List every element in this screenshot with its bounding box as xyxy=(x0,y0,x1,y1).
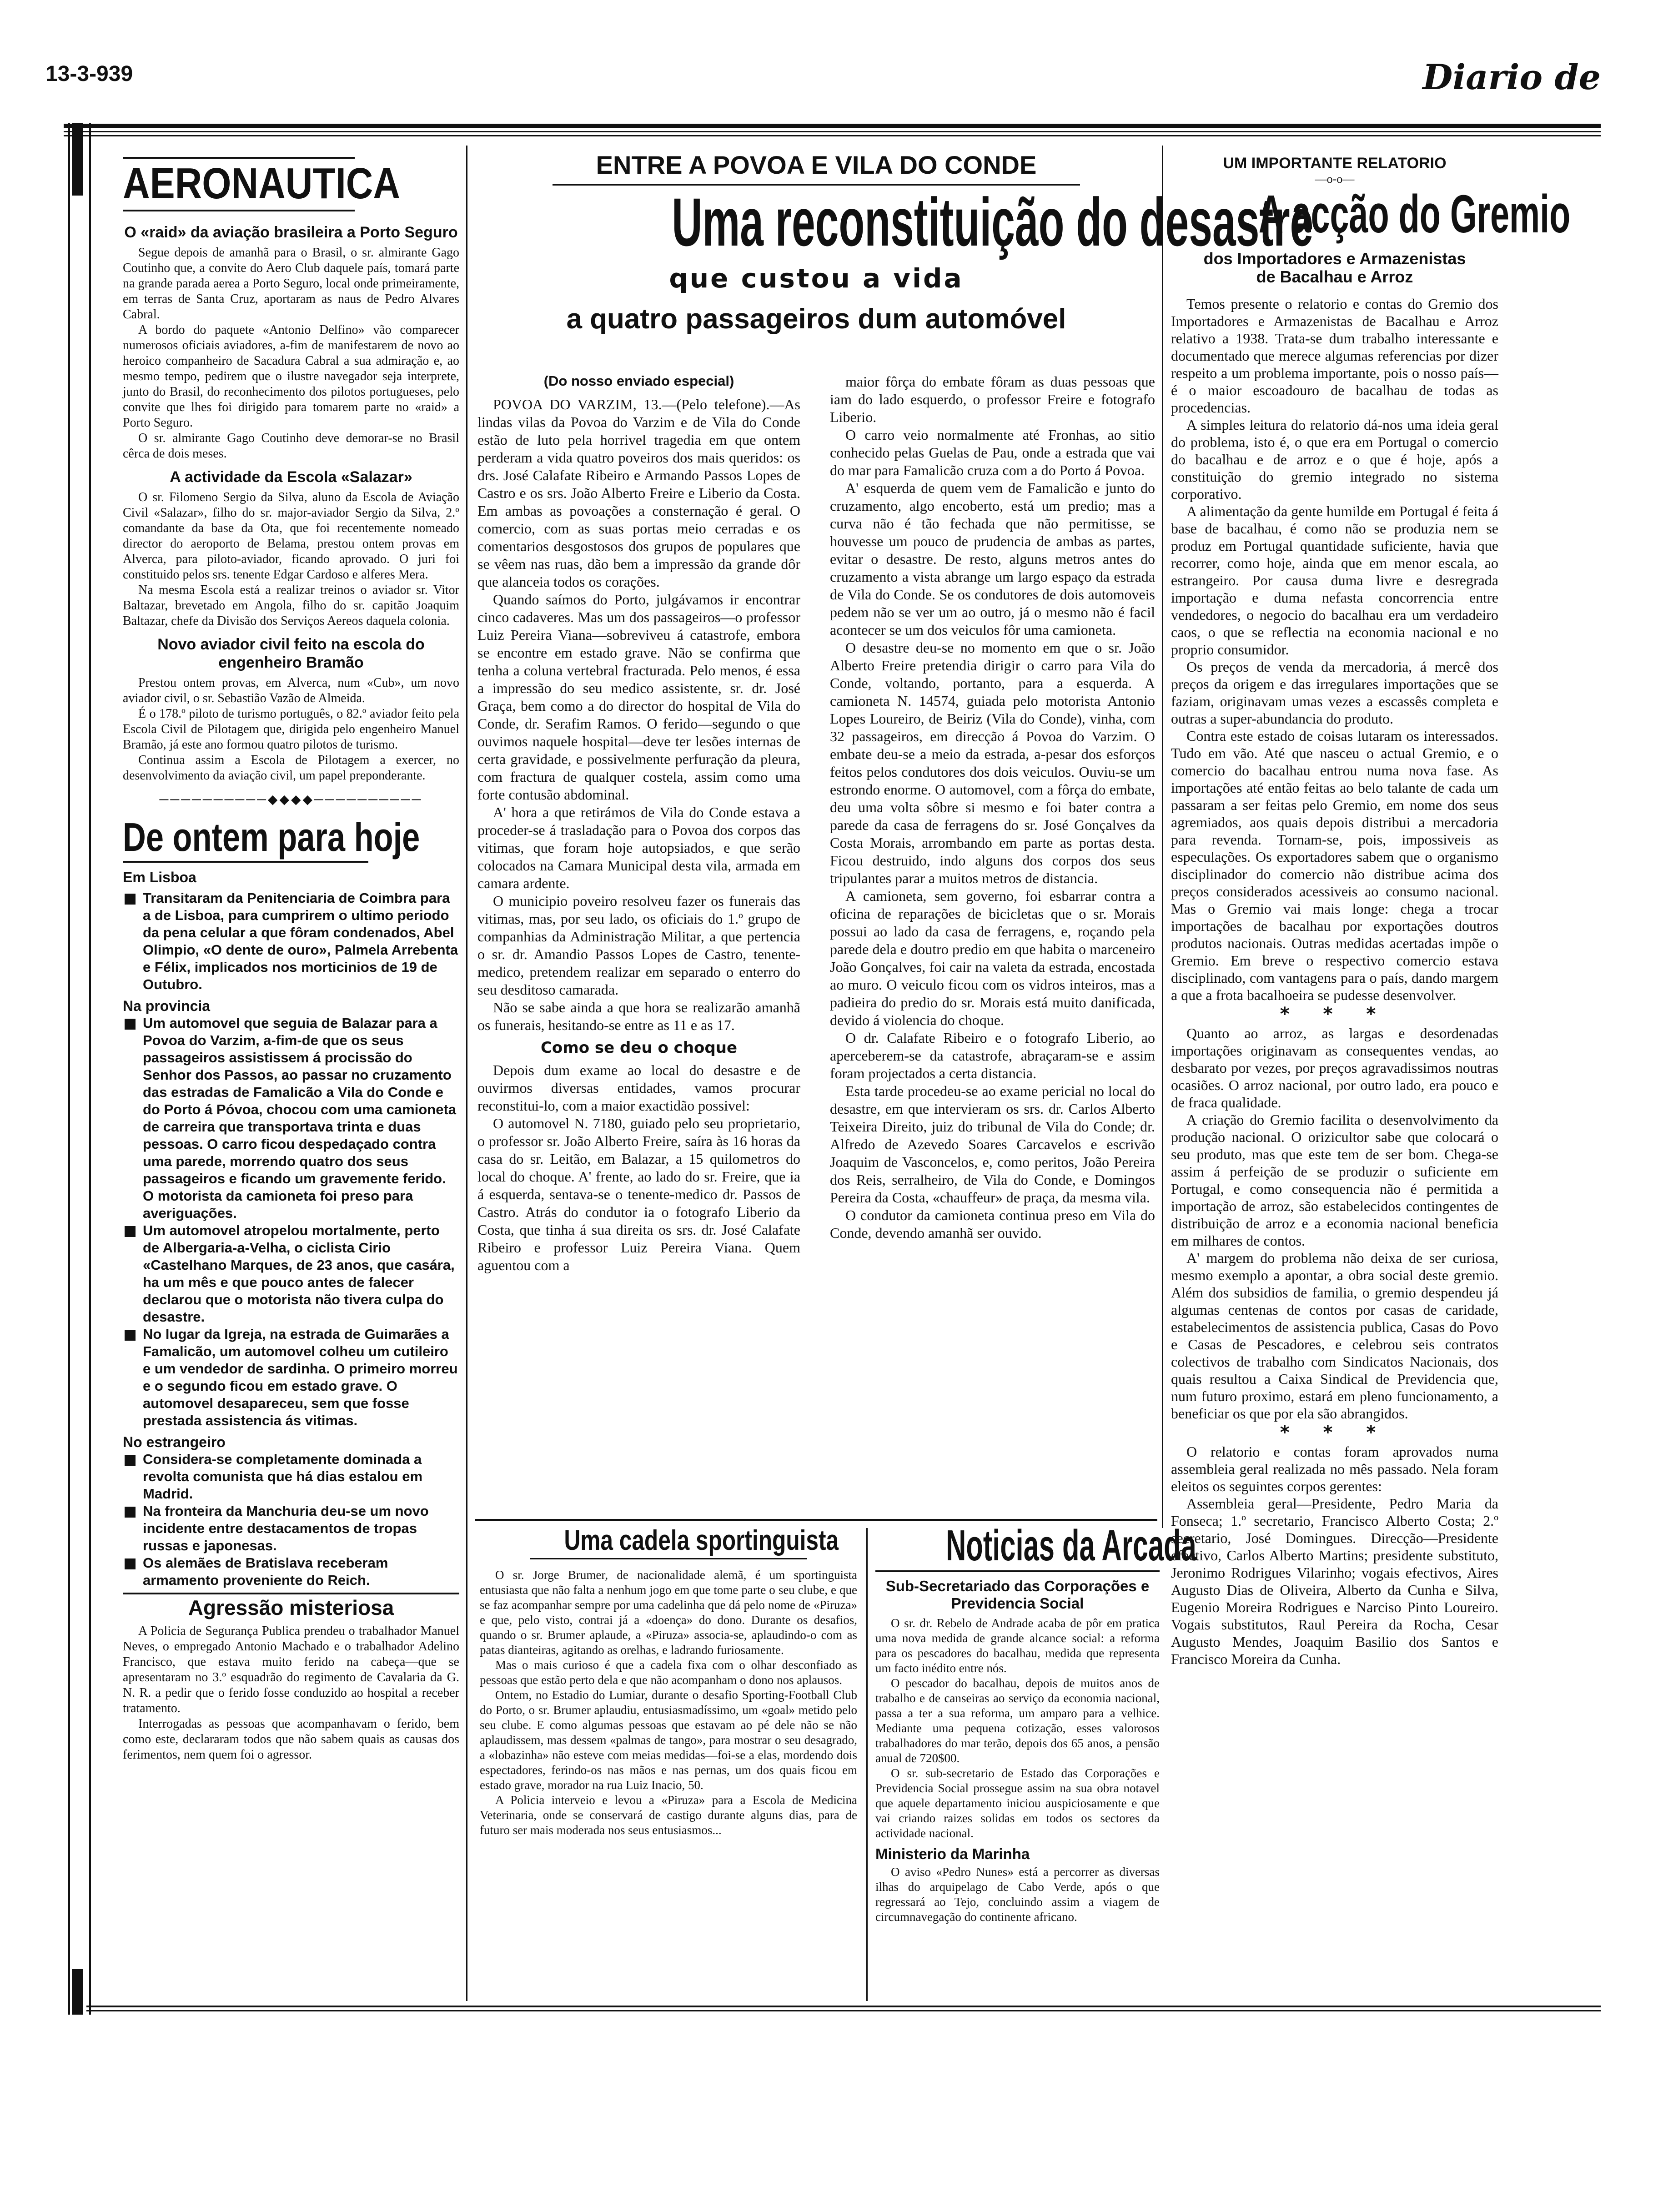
paragraph: O aviso «Pedro Nunes» está a percorrer as diversas ilhas do arquipelago de Cabo Verde, após o que regressará ao Tejo, concluindo assim a viagem de circumnavegação do continente africano. xyxy=(875,1865,1160,1924)
marinha-heading: Ministerio da Marinha xyxy=(875,1845,1030,1862)
paragraph: A bordo do paquete «Antonio Delfino» vão comparecer numerosos oficiais aviadores, a-fim de manifestarem de novo ao heroico companheiro de Sacadura Cabral a sua admiração e, ao mesmo tempo, pedirem que o ilustre navegador seja interprete, junto do Brasil, do reconhecimento dos pilotos portugueses, pelo convite que lhes foi dirigido para tomarem parte no «raid» a Porto Seguro. xyxy=(123,323,459,430)
paragraph: O pescador do bacalhau, depois de muitos anos de trabalho e de canseiras ao serviço da economia nacional, passa a ter a sua reforma, um amparo para a velhice. Mediante uma pequena cotização, esses valorosos trabalhadores do mar terão, depois dos 65 anos, a pensão anual de 720$00. xyxy=(875,1676,1160,1765)
paragraph: É o 178.º piloto de turismo português, o 82.º aviador feito pela Escola Civil de Pilotagem que, dirigida pelo engenheiro Manuel Bramão, já este ano formou quatro pilotos de turismo. xyxy=(123,707,459,752)
desastre-column-1 xyxy=(477,373,800,1514)
list-item: Um automovel que seguia de Balazar para a Povoa do Varzim, a-fim-de que os seus passageiros assistissem á procissão do Senhor dos Passos, ao passar no cruzamento das estradas de Famalicão a Vila do Conde e do Porto á Póvoa, chocou com uma camioneta de carreira que transportava trinta e duas pessoas. O carro ficou despedaçado contra uma parede, morrendo quatro dos seus passageiros e ficando um gravemente ferido. O motorista da camioneta foi preso para averiguações. xyxy=(123,1015,459,1222)
paragraph: Esta tarde procedeu-se ao exame pericial no local do desastre, em que intervieram os srs. dr. Carlos Alberto Teixeira Direito, juiz do tribunal de Vila do Conde; dr. Alfredo de Azevedo Soares Carcavelos e escrivão Joaquim de Vasconcelos, e, como peritos, João Pereira dos Reis, serralheiro, de Vila do Conde, e Domingos Pereira da Costa, «chauffeur» de praça, da mesma vila. xyxy=(830,1083,1155,1206)
paragraph: Assembleia geral—Presidente, Pedro Maria da Fonseca; 1.º secretario, Francisco Alberto Costa; 2.º secretario, José Domingues. Direcção—Presidente efectivo, Carlos Alberto Martins; presidente substituto, Jeronimo Rodrigues Vilarinho; vogais efectivos, Aires Augusto Dias de Oliveira, Alberto da Cunha e Silva, Eugenio Moreira Rodrigues e Narciso Pinto Loureiro. Vogais substitutos, Raul Pereira da Rocha, Cesar Augusto Mendes, Joaquim Basilio dos Santos e Francisco Moreira da Cunha. xyxy=(1171,1495,1498,1667)
stars-divider: * * * xyxy=(1280,1422,1390,1443)
column-divider xyxy=(1162,146,1163,1528)
gremio-headline: A acção do Gremio xyxy=(1258,184,1571,244)
paragraph: A camioneta, sem governo, foi esbarrar contra a oficina de reparações de bicicletas que o sr. Morais possui ao lado da casa de ferragens, e, roçando pela parede dela e doutro predio em que habita o marceneiro João Gonçalves, foi cair na valeta da estrada, encostada ao muro. O veiculo ficou com os vidros inteiros, mas a padieira do predio do sr. Morais está muito danificada, devido á violencia do choque. xyxy=(830,888,1155,1028)
masthead: Diario de xyxy=(1422,57,1601,97)
desastre-headline: Uma reconstituição do desastre xyxy=(672,184,1314,260)
paragraph: Quando saímos do Porto, julgávamos ir encontrar cinco cadaveres. Mas um dos passageiros—o professor Luiz Pereira Viana—sobreviveu á catastrofe, embora se encontre em estado grave. Não se confirma que tenha a coluna vertebral fracturada. Pelo menos, é essa a impressão do seu medico assistente, sr. dr. José Graça, bem como a do director do hospital de Vila do Conde, dr. Serafim Ramos. O ferido—segundo o que ouvimos naquele hospital—deve ter lesões internas de certa gravidade, e possivelmente perfuração da pleura, com fractura de qualquer costela, assim como uma forte contusão abdominal. xyxy=(477,591,800,803)
lisboa-list xyxy=(123,890,459,993)
paragraph: A' margem do problema não deixa de ser curiosa, mesmo exemplo a apontar, a obra social deste gremio. Além dos subsidios de familia, o gremio despendeu já algumas centenas de contos por casas de caridade, estabelecimentos de assistencia publica, Casas do Povo e Casas de Pescadores, e celebrou seis contratos colectivos de trabalho com Sindicatos Nacionais, dos quais resultou a Caixa Sindical de Previdencia que, num futuro proximo, estará em pleno funcionamento, a beneficiar os que por ela são abrangidos. xyxy=(1171,1250,1498,1422)
paragraph: Segue depois de amanhã para o Brasil, o sr. almirante Gago Coutinho que, a convite do Aero Club daquele país, tomará parte na grande parada aerea a Porto Seguro, local onde primeiramente, em terras de Santa Cruz, aportaram as naus de Pedro Alvares Cabral. xyxy=(123,246,459,322)
paragraph: O municipio poveiro resolveu fazer os funerais das vitimas, mas, por seu lado, os oficiais do 1.º grupo de companhias da Administração Militar, a que pertencia o sr. dr. Amandio Passos Lopes de Castro, tenente-medico, pretendem realizar em separado o enterro do seu desditoso camarada. xyxy=(477,893,800,998)
list-item: No lugar da Igreja, na estrada de Guimarães a Famalicão, um automovel colheu um cutileiro e um vendedor de sardinha. O primeiro morreu e o segundo ficou em estado grave. O automovel desapareceu, sem que fosse prestada assistencia ás vitimas. xyxy=(123,1326,459,1429)
paragraph: Temos presente o relatorio e contas do Gremio dos Importadores e Armazenistas de Bacalhau e Arroz relativo a 1938. Trata-se dum trabalho interessante e documentado que merece algumas referencias por dizer respeito a um problema importante, pois o nosso país—é o maior escoadouro de bacalhau de todas as procedencias. xyxy=(1171,296,1498,416)
agressao-header xyxy=(123,1593,459,1621)
stars-divider: * * * xyxy=(1280,1004,1390,1025)
paragraph: Não se sabe ainda a que hora se realizarão amanhã os funerais, hesitando-se entre as 11 e as 17. xyxy=(477,999,800,1033)
left-column xyxy=(123,157,459,1999)
provincia-list xyxy=(123,1015,459,1429)
paragraph: O dr. Calafate Ribeiro e o fotografo Liberio, ao aperceberem-se da catastrofe, abraçaram-se e assim foram projectados a certa distancia. xyxy=(830,1030,1155,1081)
estrangeiro-list xyxy=(123,1451,459,1589)
subsecretariado-body xyxy=(875,1616,1160,1841)
gremio-kicker: UM IMPORTANTE RELATORIO xyxy=(1223,155,1447,172)
paragraph: O sr. Filomeno Sergio da Silva, aluno da Escola de Aviação Civil «Salazar», filho do sr. major-aviador Sergio da Silva, 2.º comandante da base da Ota, que foi recentemente nomeado director do aeroporto de Belama, prestou ontem provas em Alverca, para piloto-aviador, ficando aprovado. O juri foi constituido pelos srs. tenente Edgar Cardoso e alferes Mera. xyxy=(123,490,459,582)
paragraph: A Policia interveio e levou a «Piruza» para a Escola de Medicina Veterinaria, onde se conservará de castigo durante alguns dias, para de futuro ser mais moderada nos seus entusiasmos... xyxy=(480,1793,857,1837)
escola-article xyxy=(123,490,459,629)
paragraph: Quanto ao arroz, as largas e desordenadas importações originavam as consequentes vendas, ao desbarato por vezes, por preços agravadissimos noutras ocasiões. O arroz nacional, por outro lado, era pouco e de fraca qualidade. xyxy=(1171,1025,1498,1111)
subsecretariado-title: Sub-Secretariado das Corporações e Previdencia Social xyxy=(885,1578,1150,1612)
arcada-title: Noticias da Arcada xyxy=(945,1521,1196,1570)
gremio-body xyxy=(1171,295,1498,1668)
lisboa-heading: Em Lisboa xyxy=(123,869,196,885)
ornament-divider: ──────────◆◆◆◆────────── xyxy=(159,793,423,807)
paragraph: Prestou ontem provas, em Alverca, num «Cub», um novo aviador civil, o sr. Sebastião Vazão de Almeida. xyxy=(123,676,459,705)
paragraph: Mas o mais curioso é que a cadela fixa com o olhar desconfiado as pessoas que estão perto dela e que não acompanham o dono nos aplausos. xyxy=(480,1658,857,1687)
desastre-deck-2: a quatro passageiros dum automóvel xyxy=(566,303,1066,335)
page-date: 13-3-939 xyxy=(45,62,133,86)
agressao-article xyxy=(123,1624,459,1763)
paragraph: Continua assim a Escola de Pilotagem a exercer, no desenvolvimento da aviação civil, um papel preponderante. xyxy=(123,753,459,783)
gremio-deck-1: dos Importadores e Armazenistas xyxy=(1203,249,1466,268)
column-divider xyxy=(866,1528,868,2001)
bramao-article xyxy=(123,675,459,784)
gremio-deck-2: de Bacalhau e Arroz xyxy=(1256,267,1413,286)
cadela-title: Uma cadela sportinguista xyxy=(564,1525,839,1556)
list-item: Um automovel atropelou mortalmente, perto de Albergaria-a-Velha, o ciclista Cirio «Castelhano Marques, de 23 anos, que casára, ha um mês e que pouco antes de falecer declarou que o motorista não tivera culpa do desastre. xyxy=(123,1222,459,1326)
footer-rules xyxy=(86,2006,1601,2019)
paragraph: maior fôrça do embate fôram as duas pessoas que iam do lado esquerdo, o professor Freire e fotografo Liberio. xyxy=(830,373,1155,425)
column-divider xyxy=(466,146,467,1528)
column-divider xyxy=(466,1519,467,2001)
paragraph: Depois dum exame ao local do desastre e de ouvirmos diversas entidades, vamos procurar reconstitui-lo, com a maior exactidão possivel: xyxy=(477,1062,800,1114)
ontem-header xyxy=(123,814,420,863)
bramao-title: Novo aviador civil feito na escola do engenheiro Bramão xyxy=(157,636,425,671)
desastre-column-2 xyxy=(830,373,1155,1514)
paragraph: O sr. sub-secretario de Estado das Corporações e Previdencia Social prossegue assim na sua obra notavel que aquele departamento iniciou auspiciosamente e que vai criando raizes solidas em todos os sectores da actividade nacional. xyxy=(875,1766,1160,1840)
provincia-heading: Na provincia xyxy=(123,998,211,1014)
paragraph: O sr. dr. Rebelo de Andrade acaba de pôr em pratica uma nova medida de grande alcance social: a reforma para os pescadores do bacalhau, medida que representa um facto inédito entre nós. xyxy=(875,1616,1160,1675)
desastre-deck-1: que custou a vida xyxy=(669,263,964,294)
paragraph: Interrogadas as pessoas que acompanhavam o ferido, bem como este, declararam todos que não sabem quais as causas dos ferimentos, nem quem foi o agressor. xyxy=(123,1717,459,1762)
byline: (Do nosso enviado especial) xyxy=(543,373,734,389)
header-rules xyxy=(64,124,1601,142)
desastre-headline-block xyxy=(475,150,1314,335)
paragraph: POVOA DO VARZIM, 13.—(Pelo telefone).—As lindas vilas da Povoa do Varzim e de Vila do Conde estão de luto pela horrivel tragedia em que ontem perderam a vida quatro poveiros dos mais queridos: os drs. José Calafate Ribeiro e Armando Passos Lopes de Castro e os srs. João Alberto Freire e Liberio da Costa. Em ambas as povoações a consternação é geral. O comercio, com as suas portas meio cerradas e os comentarios desgostosos dos grupos de populares que se vêem nas ruas, dão bem a impressão da grande dôr que alanceia todos os corações. xyxy=(477,396,800,590)
list-item: Transitaram da Penitenciaria de Coimbra para a de Lisboa, para cumprirem o ultimo periodo da pena celular a que fôram condenados, Abel Olimpio, «O dente de ouro», Palmela Arrebenta e Félix, implicados nos morticinios de 19 de Outubro. xyxy=(123,890,459,993)
desastre-kicker: ENTRE A POVOA E VILA DO CONDE xyxy=(596,151,1037,179)
section-title-ontem: De ontem para hoje xyxy=(123,814,420,860)
list-item: Os alemães de Bratislava receberam armamento proveniente do Reich. xyxy=(123,1554,459,1589)
list-item: Considera-se completamente dominada a revolta comunista que há dias estalou em Madrid. xyxy=(123,1451,459,1503)
section-title-aeronautica: AERONAUTICA xyxy=(123,159,401,208)
cadela-body xyxy=(480,1568,857,1838)
escola-title: A actividade da Escola «Salazar» xyxy=(170,468,412,486)
paragraph: O sr. Jorge Brumer, de nacionalidade alemã, é um sportinguista entusiasta que não falta a nenhum jogo em que tome parte o seu clube, e que se faz acompanhar sempre por uma cadelinha que dá pelo nome de «Piruza» e que, pelo visto, contrai já a «doença» do dono. Durante os desafios, quando o sr. Brumer aplaude, a «Piruza» associa-se, aplaudindo-o com as patas dianteiras, agitando as orelhas, e ladrando furiosamente. xyxy=(480,1568,857,1657)
raid-article xyxy=(123,245,459,462)
paragraph: Na mesma Escola está a realizar treinos o aviador sr. Vitor Baltazar, brevetado em Angola, filho do sr. capitão Joaquim Baltazar, chefe da Divisão dos Serviços Aereos daquela colonia. xyxy=(123,583,459,628)
center-horizontal-rule xyxy=(475,1519,1157,1521)
estrangeiro-heading: No estrangeiro xyxy=(123,1434,226,1450)
agressao-title: Agressão misteriosa xyxy=(188,1596,394,1619)
marinha-body xyxy=(875,1865,1160,1925)
list-item: Na fronteira da Manchuria deu-se um novo incidente entre destacamentos de tropas russas e japonesas. xyxy=(123,1503,459,1554)
paragraph: Ontem, no Estadio do Lumiar, durante o desafio Sporting-Football Club do Porto, o sr. Brumer aplaudiu, entusiasmadíssimo, um «goal» metido pelo seu clube. E como algumas pessoas que estavam ao pé dele não se não aplaudissem, mas dessem «palmas de tango», para mostrar o seu desagrado, a «lobazinha» não esteve com meias medidas—foi-se a elas, mordendo dois espectadores, ferindo-os nas mãos e nas pernas, um dos quais ficou em estado grave, morador na rua Luiz Inacio, 50. xyxy=(480,1688,857,1792)
paragraph: Contra este estado de coisas lutaram os interessados. Tudo em vão. Até que nasceu o actual Gremio, e o comercio do bacalhau entrou numa nova fase. As importações até então feitas ao belo talante de cada um passaram a ser feitas pelo Gremio, em nome dos seus agremiados, aos quais depois distribui a mercadoria para revenda. Tornam-se, pois, impossiveis as especulações. Os exportadores sabem que o organismo disciplinador do comercio não distribue acima dos preços considerados acessiveis ao consumo nacional. Mas o Gremio vai mais longe: chega a trocar importações de bacalhau por exportações doutros produtos nacionais. Outras medidas acertadas impõe o Gremio. Em breve o respectivo comercio estava disciplinado, com vantagens para o país, dando margem a que a frota bacalhoeira se pudesse desenvolver. xyxy=(1171,728,1498,1003)
paragraph: A criação do Gremio facilita o desenvolvimento da produção nacional. O orizicultor sabe que colocará o seu produto, mas que este tem de ser bom. Chega-se assim á perfeição de se produzir o suficiente em Portugal, e como consequencia não é permitida a importação de arroz, são estabelecidos contingentes de distribuição de arroz e a economia nacional beneficia em milhares de contos. xyxy=(1171,1111,1498,1249)
paragraph: O desastre deu-se no momento em que o sr. João Alberto Freire pretendia dirigir o carro para Vila do Conde, voltando, portanto, para a esquerda. A camioneta N. 14574, guiada pelo motorista Antonio Lopes Loureiro, de Beiriz (Vila do Conde), vinha, com 32 passageiros, em direcção á Povoa do Varzim. O embate deu-se a meio da estrada, a-pesar dos esforços feitos pelos condutores dos dois veiculos. Ouviu-se um estrondo enorme. O automovel, com a fôrça do embate, deu uma volta sôbre si mesmo e foi bater contra a parede da casa de ferragens do sr. José Gonçalves da Costa Morais, arrombando em parte as portas desta. Ficou destruido, indo alguns dos corpos dos seus tripulantes parar a muitos metros de distancia. xyxy=(830,639,1155,886)
gremio-ornament: —o-o— xyxy=(1315,172,1355,186)
paragraph: Os preços de venda da mercadoria, á mercê dos preços da origem e das irregulares importações que se faziam, originavam umas vezes a escassês completa e outras a super-abundancia do produto. xyxy=(1171,659,1498,727)
choque-heading: Como se deu o choque xyxy=(540,1039,738,1057)
aeronautica-header xyxy=(123,157,401,211)
paragraph: O automovel N. 7180, guiado pelo seu proprietario, o professor sr. João Alberto Freire, saíra às 16 horas da casa do sr. Leitão, em Balazar, a 15 quilometros do local do choque. A' frente, ao lado do sr. Freire, que ia á esquerda, sentava-se o tenente-medico dr. Passos de Castro. Atrás do condutor ia o fotografo Liberio da Costa, que tinha á sua direita os srs. dr. José Calafate Ribeiro e professor Luiz Pereira Viana. Quem aguentou com a xyxy=(477,1115,800,1273)
paragraph: A Policia de Segurança Publica prendeu o trabalhador Manuel Neves, o empregado Antonio Machado e o trabalhador Adelino Francisco, que estava muito ferido na cabeça—que se apresentaram no 3.º esquadrão do regimento de Cavalaria da G. N. R. a pedir que o ferido fosse conduzido ao hospital a receber tratamento. xyxy=(123,1624,459,1715)
paragraph: O relatorio e contas foram aprovados numa assembleia geral realizada no mês passado. Nela foram eleitos os seguintes corpos gerentes: xyxy=(1171,1443,1498,1494)
cadela-article xyxy=(480,1523,857,2001)
arcada-article xyxy=(875,1521,1196,2001)
paragraph: A' hora a que retirámos de Vila do Conde estava a proceder-se á trasladação para o Povoa dos corpos das vitimas, que foram hoje autopsiados, e que serão colocados na Camara Municipal desta vila, armada em camara ardente. xyxy=(477,804,800,891)
paragraph: O carro veio normalmente até Fronhas, ao sitio conhecido pelas Guelas de Pau, onde a estrada que vai do mar para Famalicão cruza com a do Porto á Povoa. xyxy=(830,427,1155,478)
left-margin-bar xyxy=(68,123,91,2015)
paragraph: A alimentação da gente humilde em Portugal é feita á base de bacalhau, é como não se produzia nem se produz em Portugal quantidade suficiente, havia que recorrer, como hoje, ainda que em menor escala, ao estrangeiro. Por causa duma livre e desregrada importação e duma nefasta concorrencia entre vendedores, o negocio do bacalhau era um verdadeiro caos, o que se reflectia na economia nacional e no proprio consumidor. xyxy=(1171,503,1498,658)
gremio-column xyxy=(1171,155,1571,2001)
paragraph: O condutor da camioneta continua preso em Vila do Conde, devendo amanhã ser ouvido. xyxy=(830,1207,1155,1241)
paragraph: A' esquerda de quem vem de Famalicão e junto do cruzamento, algo encoberto, está um predio; mas a curva não é tão fechada que não permitisse, se houvesse um pouco de prudencia de ambas as partes, evitar o desastre. De resto, alguns metros antes do cruzamento a vista abrange um largo espaço da estrada de Vila do Conde. Se os condutores de dois automoveis pedem não se ver um ao outro, já o mesmo não é facil acontecer se um dos veiculos fôr uma camioneta. xyxy=(830,480,1155,638)
raid-title: O «raid» da aviação brasileira a Porto Seguro xyxy=(124,224,458,241)
paragraph: O sr. almirante Gago Coutinho deve demorar-se no Brasil cêrca de dois meses. xyxy=(123,431,459,461)
paragraph: A simples leitura do relatorio dá-nos uma ideia geral do problema, isto é, o que era em Portugal o comercio do bacalhau e de arroz e o que é hoje, após a constituição do gremio integrado no sistema corporativo. xyxy=(1171,417,1498,502)
